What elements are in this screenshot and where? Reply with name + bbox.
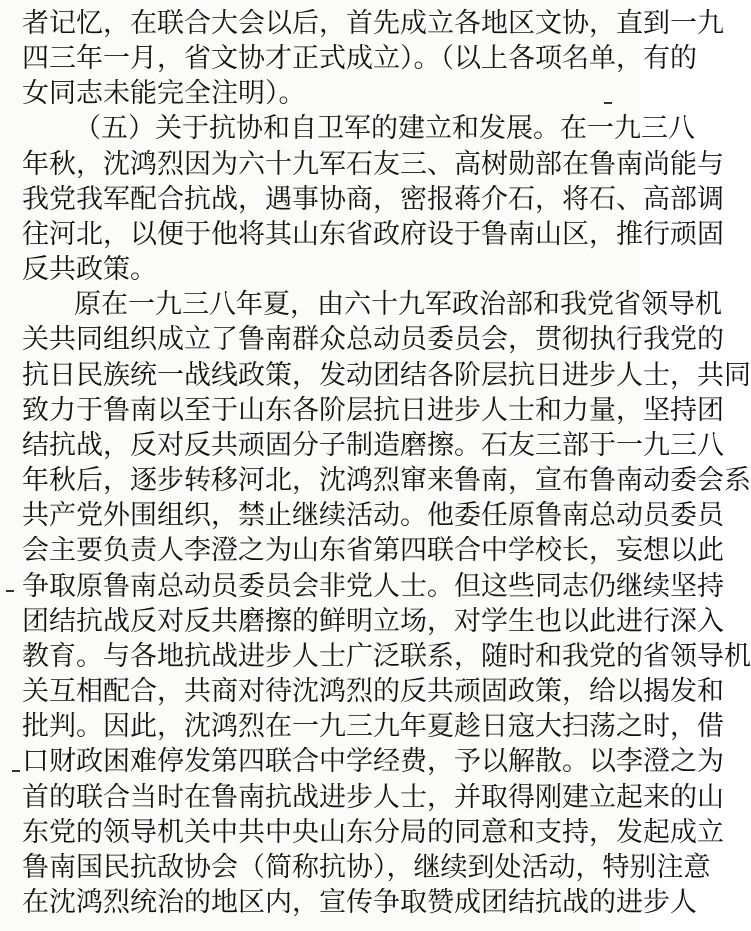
text-line-22: 口财政困难停发第四联合中学经费，予以解散。以李澄之为 bbox=[22, 746, 724, 777]
text-line-2: 四三年一月，省文协才正式成立）。（以上各项名单，有的 bbox=[22, 43, 697, 74]
text-line-25: 鲁南国民抗敌协会（简称抗协），继续到处活动，特别注意 bbox=[22, 852, 711, 883]
text-line-16: 会主要负责人李澄之为山东省第四联合中学校长，妄想以此 bbox=[22, 535, 724, 566]
text-line-3: 女同志未能完全注明）。 bbox=[22, 78, 306, 109]
text-line-11: 抗日民族统一战线政策，发动团结各阶层抗日进步人士，共同 bbox=[22, 360, 751, 391]
scan-mark bbox=[6, 590, 14, 592]
text-line-10: 关共同组织成立了鲁南群众总动员委员会，贯彻执行我党的 bbox=[22, 324, 724, 355]
text-line-5: 年秋，沈鸿烈因为六十九军石友三、高树勋部在鲁南尚能与 bbox=[22, 149, 724, 180]
text-line-9: 原在一九三八年夏，由六十九军政治部和我党省领导机 bbox=[74, 289, 722, 320]
text-line-24: 东党的领导机关中共中央山东分局的同意和支持，发起成立 bbox=[22, 817, 724, 848]
text-line-19: 教育。与各地抗战进步人士广泛联系，随时和我党的省领导机 bbox=[22, 641, 751, 672]
text-line-12: 致力于鲁南以至于山东各阶层抗日进步人士和力量，坚持团 bbox=[22, 395, 724, 426]
scan-mark bbox=[604, 102, 612, 104]
text-line-7: 往河北，以便于他将其山东省政府设于鲁南山区，推行顽固 bbox=[22, 219, 724, 250]
text-line-13: 结抗战，反对反共顽固分子制造磨擦。石友三部于一九三八 bbox=[22, 430, 724, 461]
text-line-23: 首的联合当时在鲁南抗战进步人士，并取得刚建立起来的山 bbox=[22, 782, 724, 813]
text-line-14: 年秋后，逐步转移河北，沈鸿烈窜来鲁南，宣布鲁南动委会系 bbox=[22, 465, 751, 496]
text-line-15: 共产党外围组织，禁止继续活动。他委任原鲁南总动员委员 bbox=[22, 500, 724, 531]
text-line-26: 在沈鸿烈统治的地区内，宣传争取赞成团结抗战的进步人 bbox=[22, 887, 697, 918]
text-line-21: 批判。因此，沈鸿烈在一九三九年夏趁日寇大扫荡之时，借 bbox=[22, 711, 724, 742]
text-line-4: （五）关于抗协和自卫军的建立和发展。在一九三八 bbox=[74, 113, 695, 144]
text-line-18: 团结抗战反对反共磨擦的鲜明立场，对学生也以此进行深入 bbox=[22, 606, 724, 637]
text-line-17: 争取原鲁南总动员委员会非党人士。但这些同志仍继续坚持 bbox=[22, 571, 724, 602]
scan-mark bbox=[12, 770, 20, 772]
text-line-20: 关互相配合，共商对待沈鸿烈的反共顽固政策，给以揭发和 bbox=[22, 676, 724, 707]
text-line-1: 者记忆，在联合大会以后，首先成立各地区文协，直到一九 bbox=[22, 8, 724, 39]
text-line-6: 我党我军配合抗战，遇事协商，密报蒋介石，将石、高部调 bbox=[22, 184, 724, 215]
text-line-8: 反共政策。 bbox=[22, 254, 157, 285]
